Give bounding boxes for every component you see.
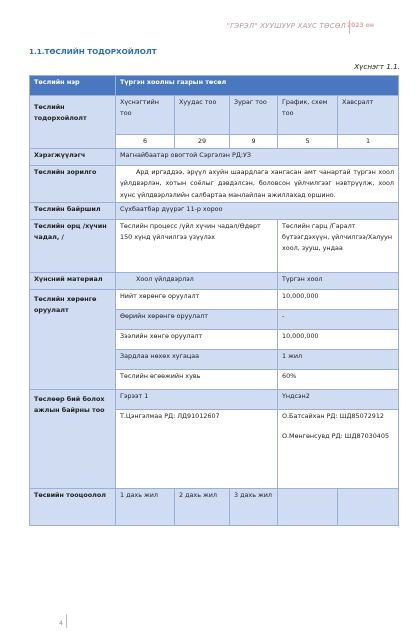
- investment-label: Төслийн хөрөнгө оруулалт: [30, 289, 116, 389]
- def-val-images: 9: [230, 135, 278, 149]
- def-col-pages: Хуудас тоо: [175, 96, 230, 135]
- def-col-tables: Хүснэгтийн тоо: [116, 96, 175, 135]
- location-label: Төслийн байршил: [30, 202, 116, 219]
- material-input: Хоол үйлдвэрлэл: [116, 272, 278, 289]
- schedule-year-3: 3 дахь жил: [230, 488, 278, 525]
- table-number: Хүснэгт 1.1.: [354, 62, 400, 71]
- def-col-charts: График, схем тоо: [278, 96, 338, 135]
- contracts-col2-head: Үндсэн2: [278, 389, 399, 409]
- material-row: [30, 272, 399, 289]
- contracts-col2-value-2: О.Мөнгөнсувд РД: ШД87030405: [282, 432, 390, 441]
- implementer-value: Магнайбаатар овогтой Сэргэлэн РД:УЗ: [116, 149, 399, 166]
- material-output: Түргэн хоол: [278, 272, 399, 289]
- def-col-images: Зураг тоо: [230, 96, 278, 135]
- investment-name: Зээлийн хөнгө оруулалт: [116, 329, 278, 349]
- investment-name: Төслийн өгөөжийн хувь: [116, 369, 278, 389]
- investment-name: Өөрийн хөрөнгө оруулалт: [116, 309, 278, 329]
- goal-value: Ард иргэддээ, эрүүл ахуйн шаардлага хангасан амт чанартай түргэн хоол үйлдвэрлэн, хотын соёлыг дэвдэлсэн, боловсон үйлчилгээг нэвтрүүлж, хоол хүнс үйлдвэрлэлийн салбартаа манлайлан ажиллахад оршино.: [116, 166, 399, 203]
- schedule-row: [30, 488, 399, 525]
- definition-label: Төслийн тодорхойлолт: [30, 96, 116, 149]
- input-output-row: [30, 219, 399, 272]
- header-title: "ГЭРЭЛ" ХУУШУУР ХАУС ТӨСӨЛ: [226, 22, 346, 30]
- location-value: Сүхбаатбар дүүрэг 11-р хороо: [116, 202, 399, 219]
- io-label: Төслийн орц /хүчин чадал, /: [30, 219, 116, 272]
- investment-value: 1 жил: [278, 349, 399, 369]
- contracts-label: Төслөөр бий болох ажлын байрны тоо: [30, 389, 116, 488]
- investment-value: 10,000,000: [278, 329, 399, 349]
- schedule-label: Төсвийн тооцоолол: [30, 488, 116, 525]
- investment-name: Зардлаа нөхөх хугацаа: [116, 349, 278, 369]
- schedule-empty-1: [278, 488, 338, 525]
- contracts-col2-value-1: О.Батсайхан РД: ШД85072912: [282, 411, 384, 420]
- schedule-empty-2: [338, 488, 399, 525]
- def-val-appendix: 1: [338, 135, 399, 149]
- contracts-col2-cell: [278, 409, 399, 488]
- section-title: 1.1.ТӨСЛИЙН ТОДОРХОЙЛОЛТ: [29, 47, 157, 56]
- def-val-tables: 6: [116, 135, 175, 149]
- contracts-col1-head: Гэрээт 1: [116, 389, 278, 409]
- def-col-appendix: Хавсралт: [338, 96, 399, 135]
- project-definition-table: [29, 75, 399, 526]
- implementer-label: Хэрэгжүүлэгч: [30, 149, 116, 166]
- location-row: [30, 202, 399, 219]
- schedule-year-2: 2 дахь жил: [175, 488, 230, 525]
- page-number: 4: [59, 620, 63, 627]
- io-output: Төслийн гарц /Гаралт бүтээгдэхүүн, үйлчилгээ/Халуун хоол, зууш, ундаа: [278, 219, 399, 272]
- footer-divider: [66, 614, 67, 628]
- definition-row: [30, 96, 399, 135]
- header-value: Түргэн хоолны газрын төсөл: [116, 76, 399, 96]
- investment-row: [30, 289, 399, 309]
- contracts-col1-value: Т.Цэнгэлмаа РД: ЛД91012607: [116, 409, 278, 488]
- page-header: [0, 17, 416, 39]
- io-input: Төслийн процесс /үйл хүчин чадал/Өдөрт 150 хүнд үйлчилгээ үзүүлэх: [116, 219, 278, 272]
- material-label: Хүнсний материал: [30, 272, 116, 289]
- def-val-pages: 29: [175, 135, 230, 149]
- header-label: Төслийн нэр: [30, 76, 116, 96]
- header-year: 2023 он: [346, 22, 374, 29]
- goal-row: [30, 166, 399, 203]
- def-val-charts: 5: [278, 135, 338, 149]
- contracts-spacer: [282, 422, 394, 431]
- table-header-row: [30, 76, 399, 96]
- investment-value: 60%: [278, 369, 399, 389]
- investment-value: -: [278, 309, 399, 329]
- investment-value: 10,000,000: [278, 289, 399, 309]
- goal-label: Төслийн зорилго: [30, 166, 116, 203]
- contracts-head-row: [30, 389, 399, 409]
- investment-name: Нийт хөрөнгө оруулалт: [116, 289, 278, 309]
- implementer-row: [30, 149, 399, 166]
- schedule-year-1: 1 дахь жил: [116, 488, 175, 525]
